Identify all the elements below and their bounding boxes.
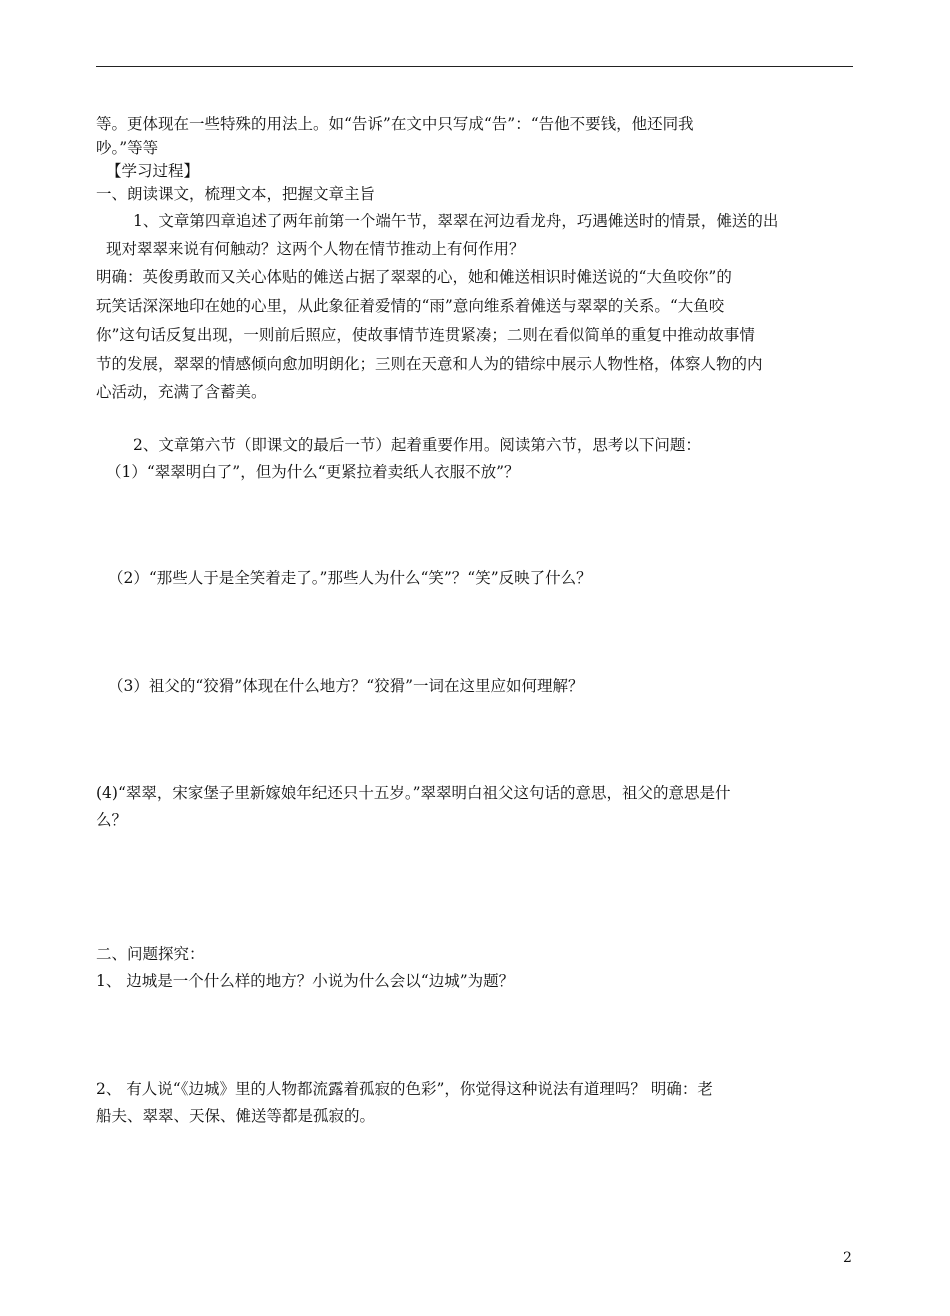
question-item: （2）“那些人于是全笑着走了。”那些人为什么“笑”？“笑”反映了什么？ [108,569,592,587]
header-rule [96,66,853,67]
question-item: (4)“翠翠，宋家堡子里新嫁娘年纪还只十五岁。”翠翠明白祖父这句话的意思，祖父的意思是什 [96,784,731,802]
text-line: 么？ [96,811,128,829]
text-line: 节的发展，翠翠的情感倾向愈加明朗化；三则在天意和人为的错综中展示人物性格，体察人物的内 [96,355,763,373]
question-item: 2、 有人说“《边城》里的人物都流露着孤寂的色彩”，你觉得这种说法有道理吗？ 明确：老 [96,1080,713,1098]
question-item: （1）“翠翠明白了”，但为什么“更紧拉着卖纸人衣服不放”？ [106,463,520,481]
text-line: 2、文章第六节（即课文的最后一节）起着重要作用。阅读第六节，思考以下问题： [133,436,701,454]
text-line: 玩笑话深深地印在她的心里，从此象征着爱情的“雨”意向维系着傩送与翠翠的关系。“大鱼咬 [96,297,725,315]
question-item: 1、 边城是一个什么样的地方？小说为什么会以“边城”为题？ [96,972,515,990]
text-line: 船夫、翠翠、天保、傩送等都是孤寂的。 [96,1107,376,1125]
text-line: 吵。”等等 [96,139,159,157]
text-line: 明确：英俊勇敢而又关心体贴的傩送占据了翠翠的心，她和傩送相识时傩送说的“大鱼咬你”的 [96,268,732,286]
section-heading: 【学习过程】 [106,162,200,180]
text-line: 你”这句话反复出现，一则前后照应，使故事情节连贯紧凑；二则在看似简单的重复中推动故事情 [96,326,755,344]
text-line: 现对翠翠来说有何触动？这两个人物在情节推动上有何作用？ [106,240,525,258]
section-heading: 一、朗读课文，梳理文本，把握文章主旨 [96,185,376,203]
page-number: 2 [843,1250,852,1266]
text-line: 等。更体现在一些特殊的用法上。如“告诉”在文中只写成“告”：“告他不要钱，他还同我 [96,115,694,133]
question-item: （3）祖父的“狡猾”体现在什么地方？“狡猾”一词在这里应如何理解？ [108,677,584,695]
text-line: 心活动，充满了含蓄美。 [96,383,267,401]
section-heading: 二、问题探究： [96,945,205,963]
text-line: 1、文章第四章追述了两年前第一个端午节，翠翠在河边看龙舟，巧遇傩送时的情景，傩送的出 [133,212,779,230]
